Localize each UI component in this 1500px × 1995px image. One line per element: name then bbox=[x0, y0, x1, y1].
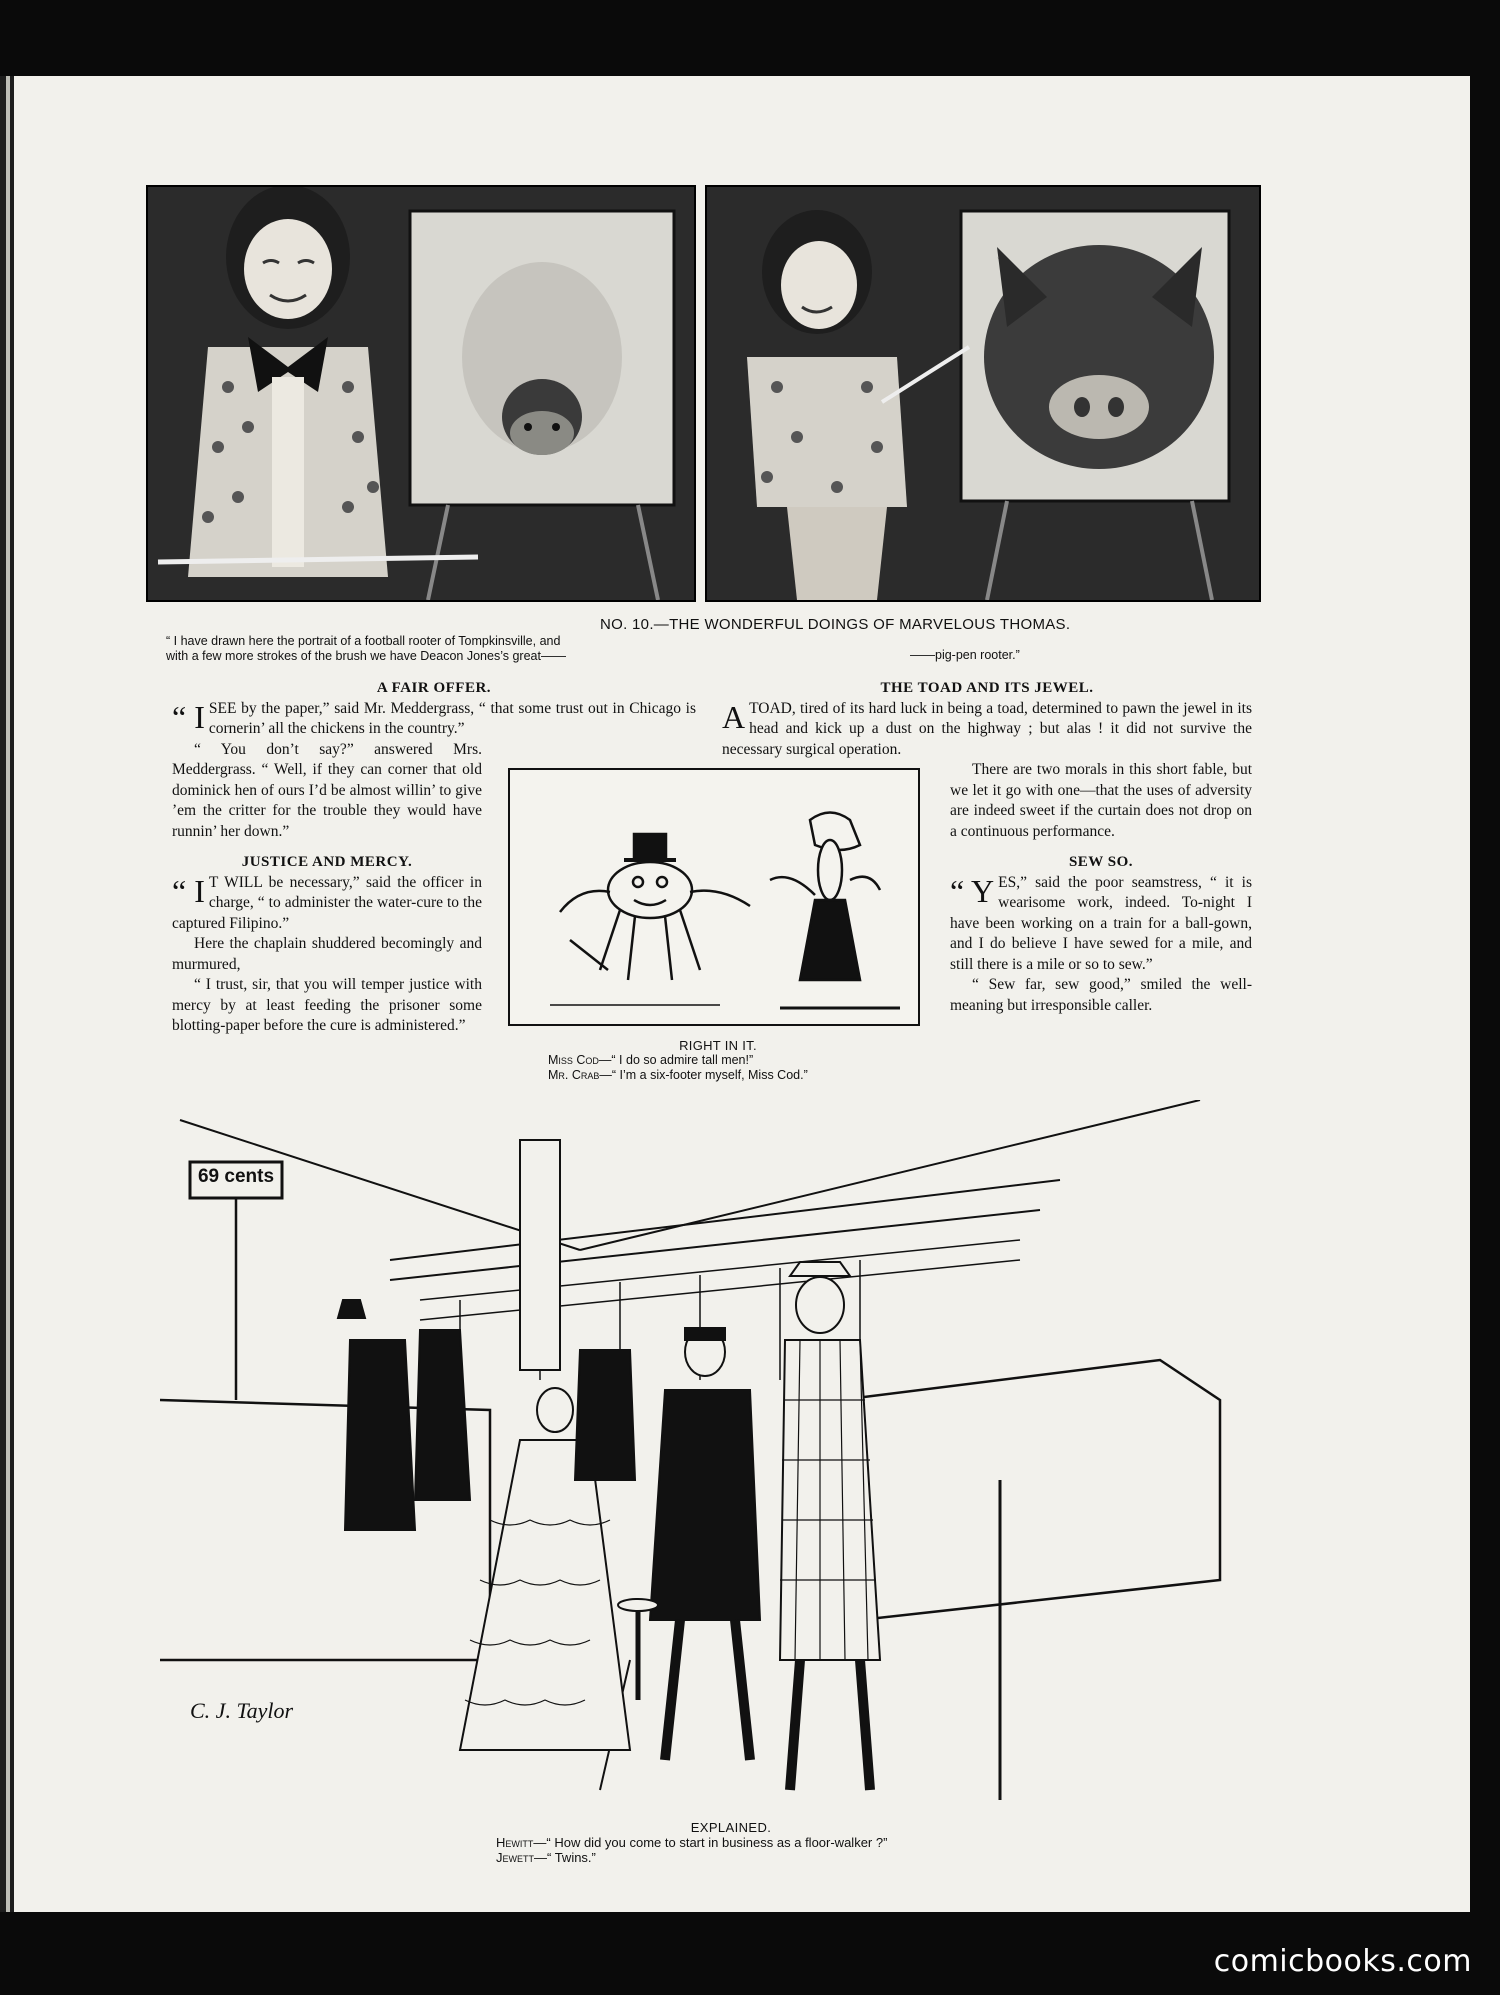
photos-caption-left-line2: with a few more strokes of the brush we have Deacon Jones’s great—— bbox=[166, 649, 566, 663]
photo-football-rooter bbox=[146, 185, 696, 602]
fair-offer-p1-text: SEE by the paper,” said Mr. Meddergrass, “ that some trust out in Chicago is cornerin’ all the chickens in the country.” bbox=[208, 699, 696, 737]
explained-line2 bbox=[496, 1850, 996, 1865]
right-in-it-line1 bbox=[548, 1053, 888, 1068]
fair-offer-dropcap: “ I bbox=[172, 698, 205, 735]
justice-paragraph-2: Here the chaplain shuddered becomingly and murmured, bbox=[172, 935, 482, 973]
sew-paragraph-1 bbox=[950, 873, 1252, 976]
explained-speaker1: Hewitt bbox=[496, 1835, 534, 1850]
right-in-it-line2 bbox=[548, 1068, 888, 1083]
toad-paragraph-2: There are two morals in this short fable, but we let it go with one—that the uses of adversity are indeed sweet if the curtain does not drop on a continuous performance. bbox=[950, 761, 1252, 840]
sew-paragraph-2: “ Sew far, sew good,” smiled the well-meaning but irresponsible caller. bbox=[950, 976, 1252, 1014]
right-in-it-title: RIGHT IN IT. bbox=[679, 1038, 757, 1053]
photo-pig-pen-rooter bbox=[705, 185, 1261, 602]
price-sign: 69 cents bbox=[197, 1166, 275, 1187]
toad-dropcap: A bbox=[722, 698, 746, 735]
fair-offer-paragraph-1 bbox=[172, 699, 696, 740]
justice-dropcap: “ I bbox=[172, 872, 205, 909]
justice-title: JUSTICE AND MERCY. bbox=[241, 854, 413, 870]
explained-text1: —“ How did you come to start in business as a floor-walker ?” bbox=[533, 1835, 888, 1850]
right-in-it-speaker1: Miss Cod bbox=[548, 1053, 599, 1067]
sew-title: SEW SO. bbox=[1068, 854, 1134, 870]
explained-line1 bbox=[496, 1835, 996, 1850]
justice-p1-text: T WILL be necessary,” said the officer in charge, “ to administer the water-cure to the captured Filipino.” bbox=[172, 873, 482, 932]
photos-caption-left-line1: “ I have drawn here the portrait of a football rooter of Tompkinsville, and bbox=[166, 634, 561, 648]
toad-narrow bbox=[950, 760, 1252, 1016]
book-spine bbox=[0, 76, 14, 1912]
explained-speaker2: Jewett bbox=[496, 1850, 534, 1865]
crab-and-cod-cartoon bbox=[508, 768, 920, 1026]
toad-p1-text: TOAD, tired of its hard luck in being a toad, determined to pawn the jewel in its head and kick up a dust on the highway ; but alas ! it did not survive the necessary surgical operation. bbox=[722, 699, 1252, 758]
fair-offer-title: A FAIR OFFER. bbox=[376, 680, 492, 696]
artist-signature: C. J. Taylor bbox=[190, 1698, 294, 1723]
photos-caption-title: NO. 10.—THE WONDERFUL DOINGS OF MARVELOUS THOMAS. bbox=[600, 616, 1071, 633]
store-illustration bbox=[160, 1100, 1240, 1810]
right-in-it-text1: —“ I do so admire tall men!” bbox=[598, 1053, 754, 1067]
explained-title: EXPLAINED. bbox=[690, 1820, 772, 1835]
photos-caption-right: ——pig-pen rooter.” bbox=[910, 648, 1020, 662]
photos-caption-left bbox=[166, 634, 726, 664]
sew-dropcap: “ Y bbox=[950, 872, 995, 909]
fair-offer-paragraph-2: “ You don’t say?” answered Mrs. Meddergrass. “ Well, if they can corner that old dominick hen of ours I’d be almost willin’ to give ’em the critter for the trouble they would have runnin’ her down.” bbox=[172, 740, 482, 840]
justice-paragraph-1 bbox=[172, 873, 482, 935]
sew-p1-text: ES,” said the poor seamstress, “ it is wearisome work, indeed. To-night I have been working on a train for a ball-gown, and I do believe I have sewed for a mile, and still there is a mile or so to sew.” bbox=[950, 873, 1252, 973]
fair-offer-narrow bbox=[172, 740, 482, 1037]
explained-text2: —“ Twins.” bbox=[534, 1850, 596, 1865]
toad-paragraph-1 bbox=[722, 699, 1252, 761]
explained-caption bbox=[496, 1820, 996, 1865]
toad-title: THE TOAD AND ITS JEWEL. bbox=[880, 680, 1094, 696]
right-in-it-caption bbox=[548, 1038, 888, 1083]
site-watermark: comicbooks.com bbox=[1213, 1944, 1472, 1979]
justice-paragraph-3: “ I trust, sir, that you will temper justice with mercy by at least feeding the prisoner some blotting-paper before the cure is administered.” bbox=[172, 976, 482, 1034]
right-in-it-text2: —“ I’m a six-footer myself, Miss Cod.” bbox=[599, 1068, 808, 1082]
right-in-it-speaker2: Mr. Crab bbox=[548, 1068, 600, 1082]
